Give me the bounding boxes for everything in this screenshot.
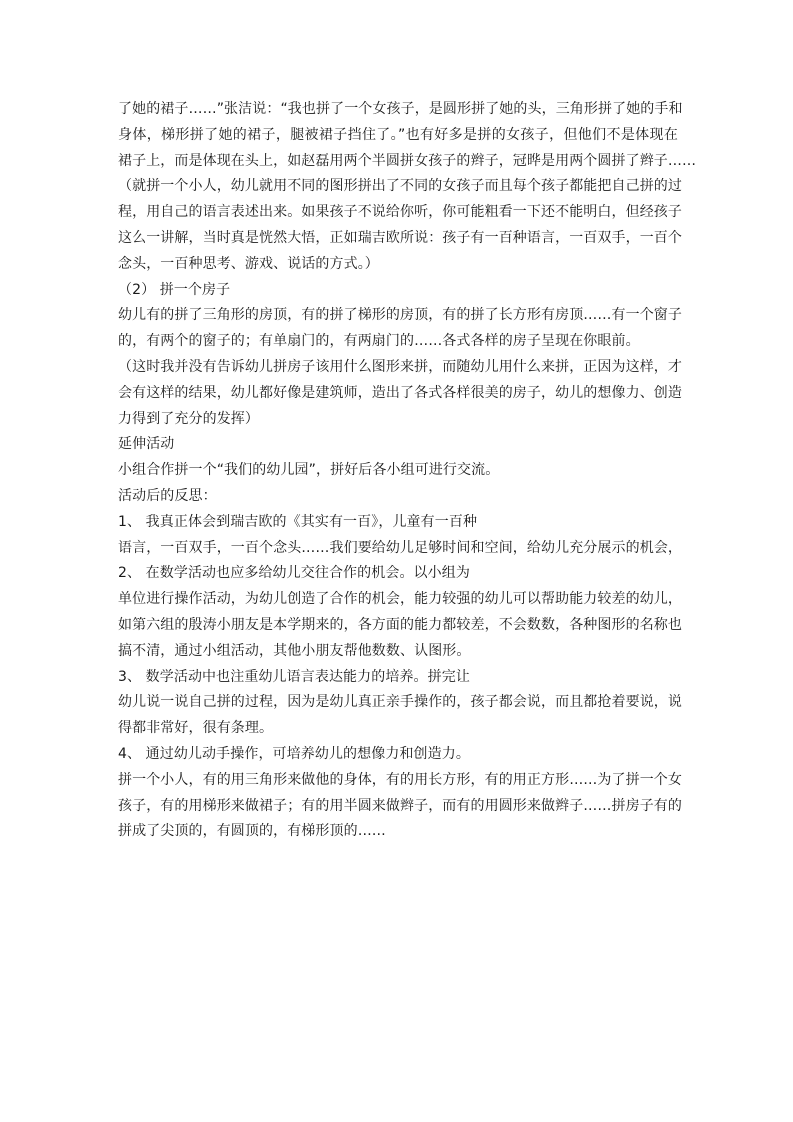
text-line: 裙子上，而是体现在头上，如赵磊用两个半圆拼女孩子的辫子，冠晔是用两个圆拼了辫子…… xyxy=(118,152,697,169)
text-line: 延伸活动 xyxy=(118,436,175,453)
text-line: （就拼一个小人，幼儿就用不同的图形拼出了不同的女孩子而且每个孩子都能把自己拼的过 xyxy=(118,178,682,195)
text-line: 得都非常好，很有条理。 xyxy=(118,720,274,737)
text-line: 会有这样的结果，幼儿都好像是建筑师，造出了各式各样很美的房子，幼儿的想像力、创造 xyxy=(118,384,682,401)
document-body xyxy=(118,97,697,845)
text-line: 小组合作拼一个“我们的幼儿园”，拼好后各小组可进行交流。 xyxy=(118,462,500,479)
text-line: 3、 数学活动中也注重幼儿语言表达能力的培养。拼完让 xyxy=(118,668,470,685)
text-line: 搞不清，通过小组活动，其他小朋友帮他数数、认图形。 xyxy=(118,642,471,659)
text-line: 的，有两个的窗子的；有单扇门的，有两扇门的……各式各样的房子呈现在你眼前。 xyxy=(118,333,640,350)
text-line: 单位进行操作活动，为幼儿创造了合作的机会，能力较强的幼儿可以帮助能力较差的幼儿， xyxy=(118,591,682,608)
text-line: 活动后的反思： xyxy=(118,487,217,504)
text-line: 2、 在数学活动也应多给幼儿交往合作的机会。以小组为 xyxy=(118,565,470,582)
text-line: 拼一个小人，有的用三角形来做他的身体，有的用长方形，有的用正方形……为了拼一个女 xyxy=(118,771,682,788)
text-line: 拼成了尖顶的，有圆顶的，有梯形顶的…… xyxy=(118,823,386,840)
text-line: 语言，一百双手，一百个念头……我们要给幼儿足够时间和空间，给幼儿充分展示的机会， xyxy=(118,539,682,556)
text-line: 这么一讲解，当时真是恍然大悟，正如瑞吉欧所说：孩子有一百种语言，一百双手，一百个 xyxy=(118,229,682,246)
text-line: 幼儿有的拼了三角形的房顶，有的拼了梯形的房顶，有的拼了长方形有房顶……有一个窗子 xyxy=(118,307,682,324)
text-line: 力得到了充分的发挥） xyxy=(118,410,259,427)
text-line: 了她的裙子……”张洁说：“我也拼了一个女孩子，是圆形拼了她的头，三角形拼了她的手和 xyxy=(118,101,683,117)
text-line: 如第六组的殷涛小朋友是本学期来的，各方面的能力都较差，不会数数，各种图形的名称也 xyxy=(118,616,682,633)
text-line: 孩子，有的用梯形来做裙子；有的用半圆来做辫子，而有的用圆形来做辫子……拼房子有的 xyxy=(118,797,682,814)
text-line: 程，用自己的语言表述出来。如果孩子不说给你听，你可能粗看一下还不能明白，但经孩子 xyxy=(118,204,682,221)
text-line: 念头，一百种思考、游戏、说话的方式。） xyxy=(118,255,379,272)
text-line: 身体，梯形拼了她的裙子，腿被裙子挡住了。”也有好多是拼的女孩子，但他们不是体现在 xyxy=(118,126,678,143)
text-line: 1、 我真正体会到瑞吉欧的《其实有一百》，儿童有一百种 xyxy=(118,513,478,530)
text-line: （2） 拼一个房子 xyxy=(118,281,231,298)
text-line: （这时我并没有告诉幼儿拼房子该用什么图形来拼，而随幼儿用什么来拼，正因为这样，才 xyxy=(118,358,682,375)
text-line: 4、 通过幼儿动手操作，可培养幼儿的想像力和创造力。 xyxy=(118,745,470,762)
text-line: 幼儿说一说自己拼的过程，因为是幼儿真正亲手操作的，孩子都会说，而且都抢着要说，说 xyxy=(118,694,682,711)
